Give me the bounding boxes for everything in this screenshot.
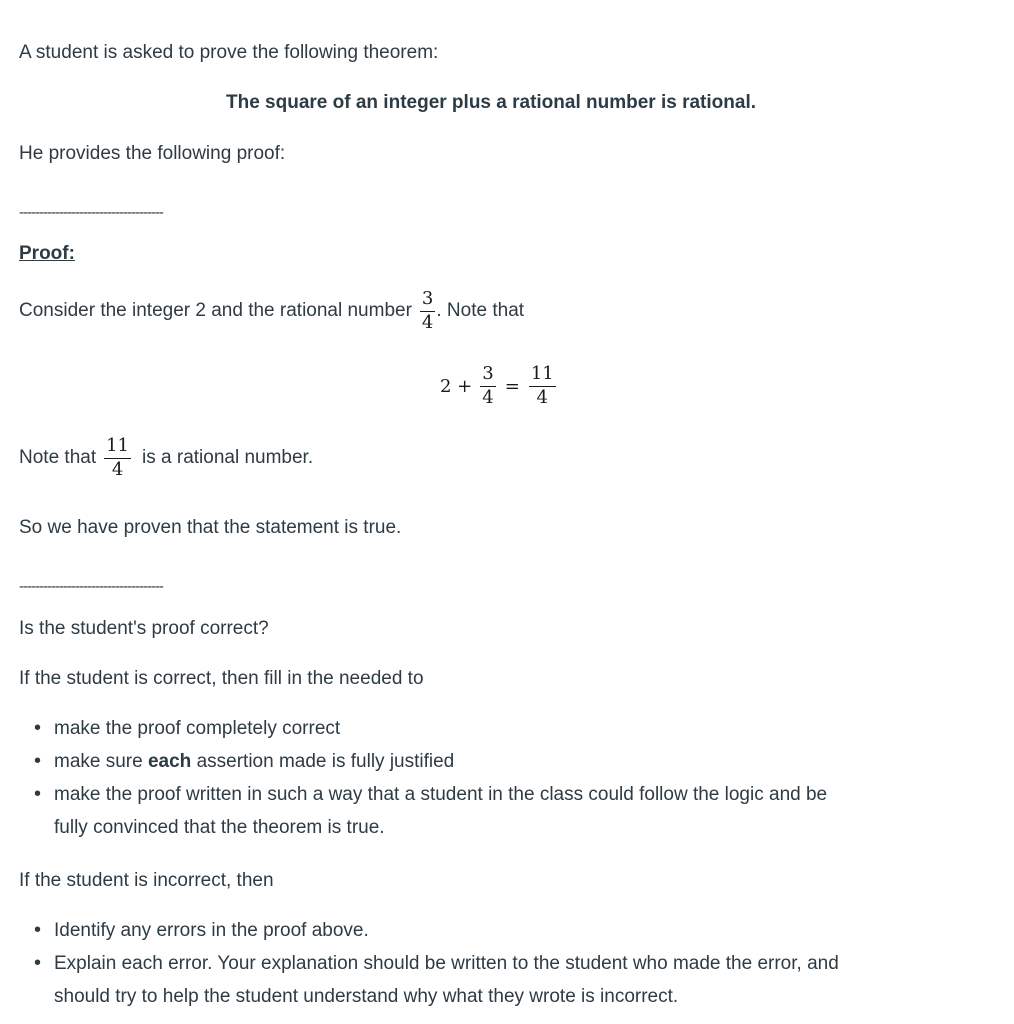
emphasis-each: each [147,751,192,772]
note-line [19,437,313,480]
incorrect-instructions-list [28,914,839,1013]
list-item-text: fully convinced that the theorem is true. [54,817,385,838]
equation-lhs: 2 + [440,375,473,397]
if-incorrect-text: If the student is incorrect, then [19,870,274,891]
fraction-denominator: 4 [536,386,548,408]
list-item-text: assertion made is fully justified [191,751,455,772]
fraction-three-quarters [420,290,435,333]
note-text: Note that [19,447,97,469]
proof-label: Proof: [19,243,75,264]
conclusion-text: So we have proven that the statement is true. [19,517,402,538]
list-item-text: Explain each error. Your explanation should be written to the student who made the error, and [54,953,839,974]
list-item-text: make sure [54,751,148,772]
intro-text: A student is asked to prove the following theorem: [19,42,439,63]
theorem-statement: The square of an integer plus a rational number is rational. [226,92,756,113]
list-item [28,745,827,778]
fraction-numerator: 11 [106,435,130,456]
if-correct-text: If the student is correct, then fill in the needed to [19,668,424,689]
list-item-text: Identify any errors in the proof above. [54,920,369,941]
list-item-text: should try to help the student understand why what they wrote is incorrect. [54,986,679,1007]
separator-top: ------------------------------------ [19,204,163,221]
list-item-text: make the proof completely correct [54,718,341,739]
fraction-numerator: 3 [482,363,494,384]
list-item [28,947,839,1013]
equals-sign: = [504,375,520,397]
equation [440,365,559,408]
list-item [28,778,827,844]
correct-instructions-list [28,712,827,844]
fraction-denominator: 4 [482,386,494,408]
list-item [28,914,839,947]
fraction-denominator: 4 [421,311,434,333]
consider-line [19,290,524,333]
list-item [28,712,827,745]
fraction-eleven-quarters [104,437,131,480]
provides-text: He provides the following proof: [19,143,286,164]
list-item-text: make the proof written in such a way that a student in the class could follow the logic and be [54,784,828,805]
note-rational-text: is a rational number. [142,447,314,469]
question-text: Is the student's proof correct? [19,618,269,639]
separator-bottom: ------------------------------------ [19,578,163,595]
equation-fraction-2 [529,365,556,408]
fraction-denominator: 4 [111,458,124,480]
fraction-numerator: 11 [530,363,554,384]
equation-fraction-1 [480,365,495,408]
consider-text: Consider the integer 2 and the rational number [19,300,412,322]
consider-note-text: . Note that [436,300,525,322]
fraction-numerator: 3 [421,288,434,309]
